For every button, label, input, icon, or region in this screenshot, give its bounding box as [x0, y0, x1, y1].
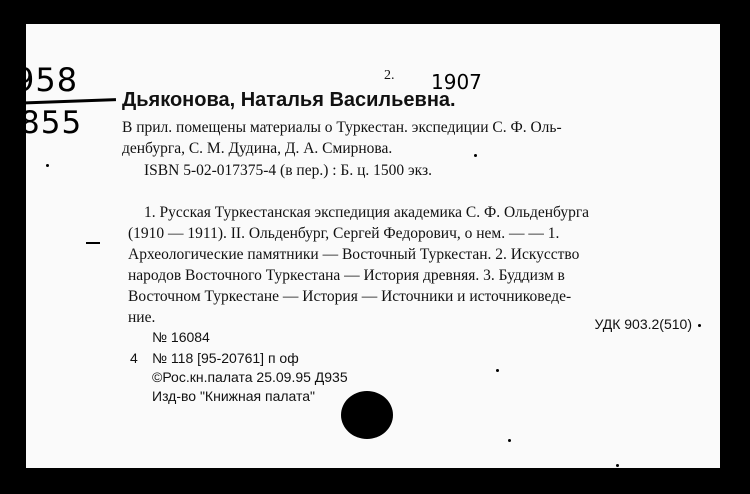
- udc-code: УДК 903.2(510): [594, 316, 692, 332]
- registry-prefix: 4: [130, 350, 138, 366]
- subject-line: 1. Русская Туркестанская экспедиция академика С. Ф. Ольденбурга: [144, 204, 590, 221]
- speck: [86, 242, 100, 244]
- subject-line: народов Восточного Туркестана — История древняя. 3. Буддизм в: [128, 267, 565, 284]
- call-number-bottom: 855: [20, 105, 83, 141]
- description-line: денбурга, С. М. Дудина, Д. А. Смирнова.: [122, 140, 393, 157]
- ink-blot: [341, 391, 393, 439]
- registry-line: ©Рос.кн.палата 25.09.95 Д935: [152, 369, 348, 385]
- handwritten-year: 1907: [431, 70, 482, 94]
- registry-line: № 118 [95-20761] п оф: [152, 350, 299, 366]
- speck: [616, 464, 619, 467]
- speck: [508, 439, 511, 442]
- description-line: В прил. помещены материалы о Туркестан. экспедиции С. Ф. Оль-: [122, 119, 562, 136]
- registry-line: Изд-во "Книжная палата": [152, 388, 316, 404]
- subject-line: Археологические памятники — Восточный Туркестан. 2. Искусство: [128, 246, 580, 263]
- speck: [474, 154, 477, 157]
- subject-line: (1910 — 1911). II. Ольденбург, Сергей Федорович, о нем. — — 1.: [128, 225, 560, 242]
- call-number-top: 958: [14, 61, 79, 99]
- subject-line: Восточном Туркестане — История — Источники и источниковеде-: [128, 288, 572, 305]
- isbn-line: ISBN 5-02-017375-4 (в пер.) : Б. ц. 1500 экз.: [144, 162, 432, 179]
- speck: [46, 164, 49, 167]
- call-number-rule: [12, 98, 116, 105]
- speck: [496, 369, 499, 372]
- registry-line: № 16084: [152, 329, 210, 345]
- page-number: 2.: [384, 68, 395, 83]
- catalog-card: [14, 24, 720, 468]
- speck: [698, 324, 701, 327]
- subject-line: ние.: [128, 309, 156, 326]
- author-heading: Дьяконова, Наталья Васильевна.: [122, 89, 456, 111]
